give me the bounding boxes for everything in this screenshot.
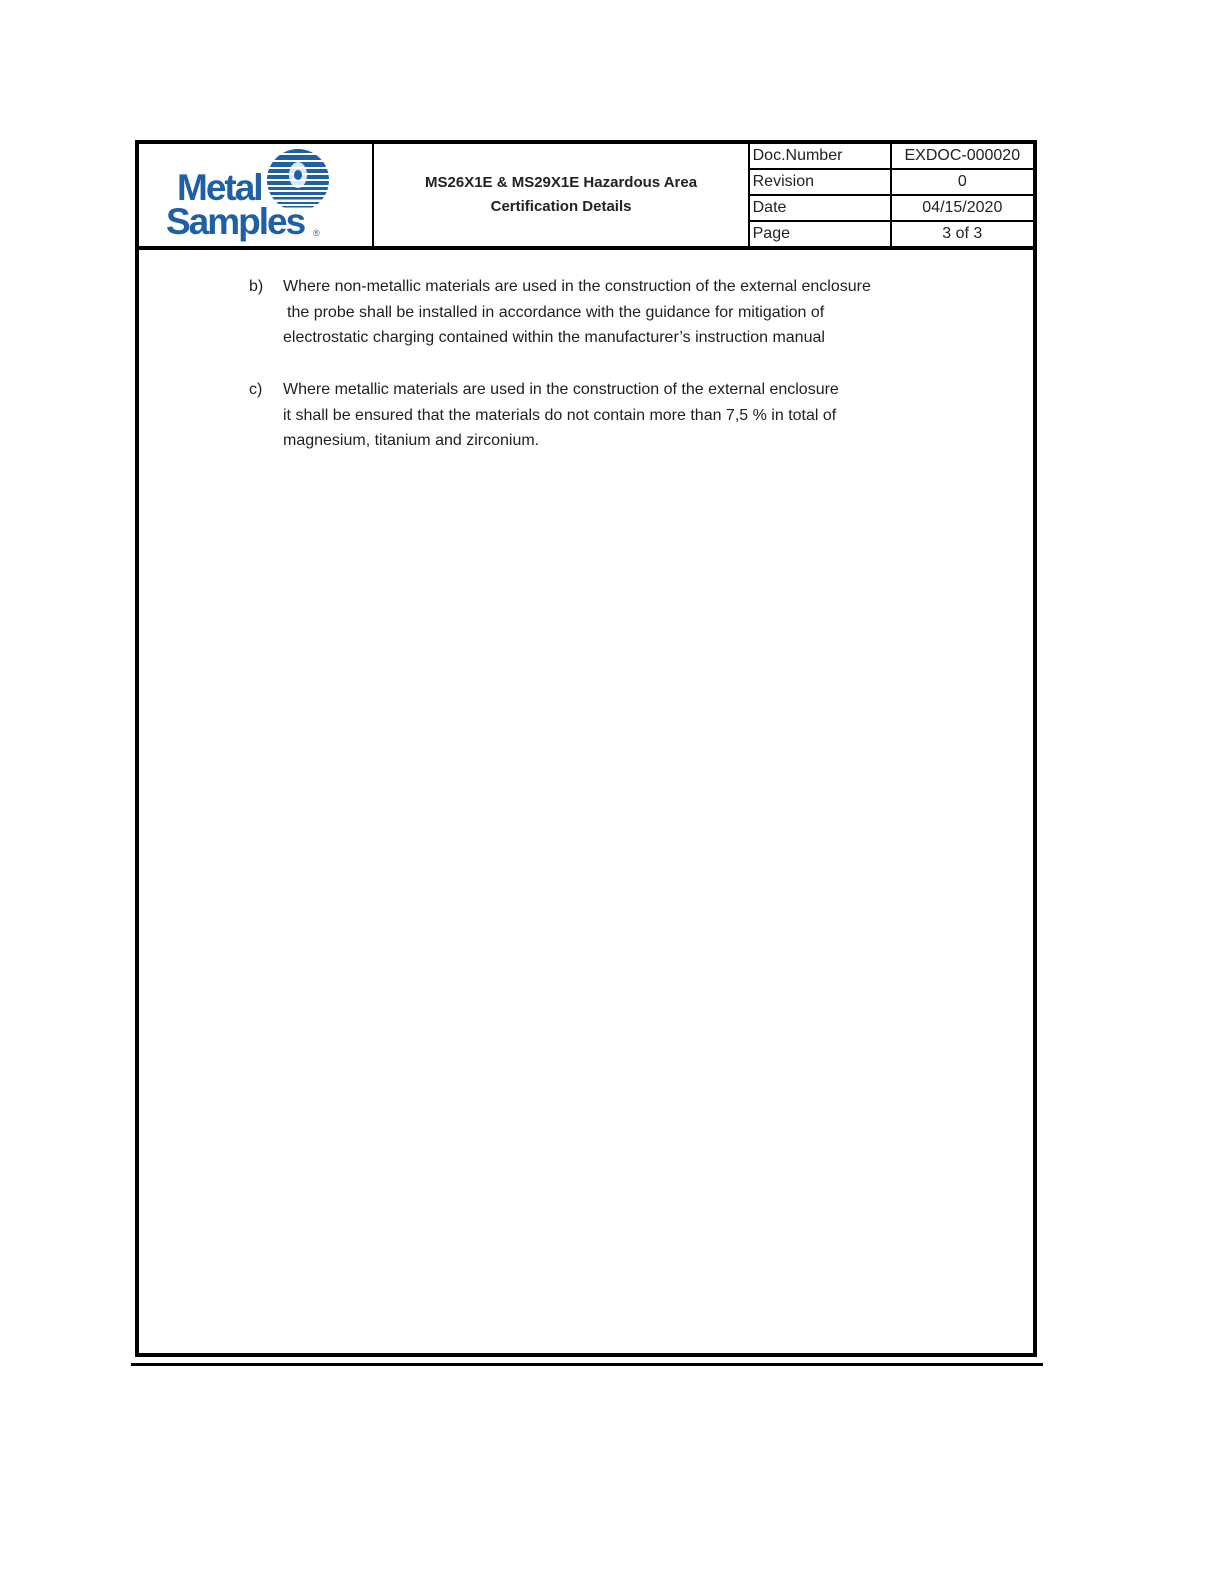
paragraph-line: it shall be ensured that the materials do not contain more than 7,5 % in total of — [283, 406, 837, 424]
info-label: Page — [750, 221, 891, 246]
document-info-table — [750, 144, 1033, 246]
info-value: EXDOC-000020 — [891, 144, 1033, 169]
title-line-1: MS26X1E & MS29X1E Hazardous Area — [425, 174, 698, 191]
info-row-revision — [750, 169, 1033, 195]
paragraph-line: the probe shall be installed in accordance with the guidance for mitigation of — [287, 303, 825, 321]
document-title — [374, 144, 749, 246]
document-frame — [135, 140, 1037, 1357]
info-row-doc-number — [750, 144, 1033, 169]
logo-text-metal: Metal — [177, 167, 262, 208]
paragraph-line: Where non-metallic materials are used in the construction of the external enclosure — [283, 278, 871, 295]
registered-mark: ® — [313, 228, 320, 238]
list-item-c — [249, 377, 969, 454]
info-label: Doc.Number — [750, 144, 891, 169]
info-value: 3 of 3 — [891, 221, 1033, 246]
list-marker: c) — [249, 381, 263, 398]
list-item-b — [249, 274, 969, 351]
info-value: 0 — [891, 169, 1033, 195]
info-value: 04/15/2020 — [891, 195, 1033, 221]
logo-cell — [139, 144, 374, 246]
globe-icon — [265, 148, 331, 208]
list-marker: b) — [249, 278, 264, 295]
document-header — [139, 144, 1033, 250]
info-row-date — [750, 195, 1033, 221]
paragraph-line: magnesium, titanium and zirconium. — [283, 432, 540, 449]
info-label: Revision — [750, 169, 891, 195]
title-line-2: Certification Details — [490, 198, 632, 215]
paragraph-line: Where metallic materials are used in the construction of the external enclosure — [283, 381, 839, 398]
info-row-page — [750, 221, 1033, 246]
metal-samples-logo — [139, 144, 373, 246]
logo-text-samples: Samples — [166, 201, 305, 242]
paragraph-line: electrostatic charging contained within the manufacturer’s instruction manual — [283, 329, 825, 346]
info-label: Date — [750, 195, 891, 221]
footer-rule — [131, 1363, 1043, 1366]
